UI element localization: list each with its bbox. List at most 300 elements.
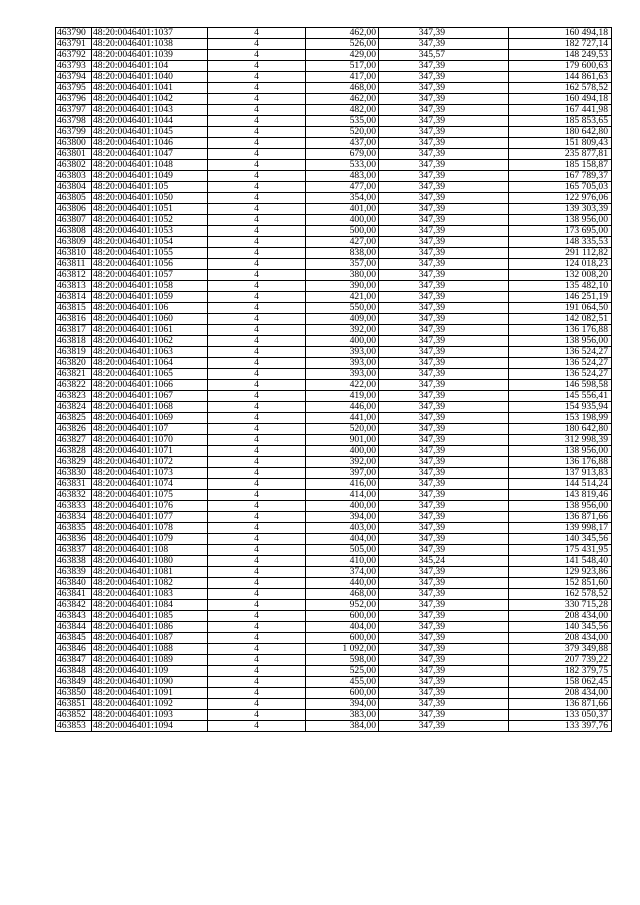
cadastral-value-cell: 180 642,80 [509,127,612,138]
row-number-cell: 463844 [56,622,92,633]
group-cell: 4 [208,556,306,567]
cadastral-number-cell: 48:20:0046401:108 [92,545,208,556]
area-cell: 384,00 [306,721,379,732]
area-cell: 535,00 [306,116,379,127]
row-number-cell: 463850 [56,688,92,699]
table-row [56,61,612,72]
cadastral-number-cell: 48:20:0046401:1063 [92,347,208,358]
row-number-cell: 463823 [56,391,92,402]
cadastral-number-cell: 48:20:0046401:1073 [92,468,208,479]
table-row [56,391,612,402]
specific-value-cell: 347,39 [379,369,509,380]
table-row [56,204,612,215]
cadastral-number-cell: 48:20:0046401:1072 [92,457,208,468]
area-cell: 421,00 [306,292,379,303]
cadastral-number-cell: 48:20:0046401:1074 [92,479,208,490]
area-cell: 533,00 [306,160,379,171]
specific-value-cell: 347,39 [379,215,509,226]
cadastral-number-cell: 48:20:0046401:1038 [92,39,208,50]
cadastral-value-cell: 173 695,00 [509,226,612,237]
table-row [56,336,612,347]
specific-value-cell: 347,39 [379,391,509,402]
area-cell: 505,00 [306,545,379,556]
group-cell: 4 [208,28,306,39]
cadastral-value-cell: 122 976,06 [509,193,612,204]
table-row [56,292,612,303]
specific-value-cell: 347,39 [379,303,509,314]
specific-value-cell: 347,39 [379,127,509,138]
specific-value-cell: 345,57 [379,50,509,61]
specific-value-cell: 347,39 [379,468,509,479]
specific-value-cell: 347,39 [379,644,509,655]
group-cell: 4 [208,204,306,215]
group-cell: 4 [208,457,306,468]
cadastral-value-cell: 148 335,53 [509,237,612,248]
row-number-cell: 463812 [56,270,92,281]
cadastral-value-cell: 151 809,43 [509,138,612,149]
area-cell: 392,00 [306,457,379,468]
group-cell: 4 [208,160,306,171]
specific-value-cell: 347,39 [379,600,509,611]
group-cell: 4 [208,138,306,149]
table-row [56,677,612,688]
cadastral-number-cell: 48:20:0046401:1075 [92,490,208,501]
cadastral-number-cell: 48:20:0046401:1062 [92,336,208,347]
cadastral-value-cell: 185 853,65 [509,116,612,127]
cadastral-number-cell: 48:20:0046401:1094 [92,721,208,732]
cadastral-number-cell: 48:20:0046401:1066 [92,380,208,391]
row-number-cell: 463819 [56,347,92,358]
area-cell: 429,00 [306,50,379,61]
group-cell: 4 [208,380,306,391]
cadastral-value-cell: 207 739,22 [509,655,612,666]
row-number-cell: 463832 [56,490,92,501]
specific-value-cell: 347,39 [379,83,509,94]
table-row [56,369,612,380]
table-row [56,303,612,314]
cadastral-value-cell: 138 956,00 [509,446,612,457]
area-cell: 520,00 [306,127,379,138]
group-cell: 4 [208,325,306,336]
row-number-cell: 463830 [56,468,92,479]
table-row [56,215,612,226]
group-cell: 4 [208,83,306,94]
group-cell: 4 [208,589,306,600]
row-number-cell: 463790 [56,28,92,39]
group-cell: 4 [208,226,306,237]
specific-value-cell: 347,39 [379,380,509,391]
cadastral-number-cell: 48:20:0046401:1059 [92,292,208,303]
cadastral-number-cell: 48:20:0046401:1042 [92,94,208,105]
group-cell: 4 [208,127,306,138]
area-cell: 468,00 [306,83,379,94]
group-cell: 4 [208,644,306,655]
specific-value-cell: 347,39 [379,589,509,600]
area-cell: 401,00 [306,204,379,215]
cadastral-number-cell: 48:20:0046401:1058 [92,281,208,292]
group-cell: 4 [208,94,306,105]
group-cell: 4 [208,336,306,347]
table-row [56,567,612,578]
group-cell: 4 [208,721,306,732]
table-row [56,50,612,61]
cadastral-number-cell: 48:20:0046401:1046 [92,138,208,149]
cadastral-value-cell: 152 851,60 [509,578,612,589]
cadastral-number-cell: 48:20:0046401:1085 [92,611,208,622]
cadastral-number-cell: 48:20:0046401:1093 [92,710,208,721]
table-row [56,457,612,468]
area-cell: 410,00 [306,556,379,567]
group-cell: 4 [208,149,306,160]
document-page [55,27,611,732]
area-cell: 400,00 [306,336,379,347]
cadastral-number-cell: 48:20:0046401:1090 [92,677,208,688]
specific-value-cell: 347,39 [379,292,509,303]
row-number-cell: 463809 [56,237,92,248]
table-row [56,688,612,699]
table-row [56,501,612,512]
cadastral-value-cell: 162 578,52 [509,589,612,600]
cadastral-value-cell: 144 861,63 [509,72,612,83]
row-number-cell: 463805 [56,193,92,204]
cadastral-value-table [55,27,612,732]
cadastral-value-cell: 124 018,23 [509,259,612,270]
specific-value-cell: 345,24 [379,556,509,567]
specific-value-cell: 347,39 [379,358,509,369]
area-cell: 1 092,00 [306,644,379,655]
cadastral-number-cell: 48:20:0046401:1084 [92,600,208,611]
cadastral-number-cell: 48:20:0046401:104 [92,61,208,72]
table-row [56,666,612,677]
cadastral-number-cell: 48:20:0046401:1060 [92,314,208,325]
cadastral-value-cell: 182 379,75 [509,666,612,677]
specific-value-cell: 347,39 [379,512,509,523]
area-cell: 357,00 [306,259,379,270]
cadastral-value-cell: 142 082,51 [509,314,612,325]
row-number-cell: 463842 [56,600,92,611]
cadastral-value-cell: 379 349,88 [509,644,612,655]
table-row [56,721,612,732]
row-number-cell: 463816 [56,314,92,325]
specific-value-cell: 347,39 [379,534,509,545]
row-number-cell: 463798 [56,116,92,127]
group-cell: 4 [208,545,306,556]
cadastral-value-cell: 144 514,24 [509,479,612,490]
table-row [56,556,612,567]
cadastral-number-cell: 48:20:0046401:1057 [92,270,208,281]
row-number-cell: 463807 [56,215,92,226]
cadastral-number-cell: 48:20:0046401:1056 [92,259,208,270]
row-number-cell: 463813 [56,281,92,292]
area-cell: 380,00 [306,270,379,281]
row-number-cell: 463811 [56,259,92,270]
table-row [56,182,612,193]
table-row [56,237,612,248]
table-row [56,479,612,490]
specific-value-cell: 347,39 [379,424,509,435]
specific-value-cell: 347,39 [379,699,509,710]
cadastral-number-cell: 48:20:0046401:1087 [92,633,208,644]
group-cell: 4 [208,435,306,446]
specific-value-cell: 347,39 [379,710,509,721]
group-cell: 4 [208,622,306,633]
specific-value-cell: 347,39 [379,281,509,292]
group-cell: 4 [208,193,306,204]
row-number-cell: 463794 [56,72,92,83]
table-row [56,633,612,644]
group-cell: 4 [208,655,306,666]
row-number-cell: 463838 [56,556,92,567]
group-cell: 4 [208,303,306,314]
specific-value-cell: 347,39 [379,479,509,490]
row-number-cell: 463845 [56,633,92,644]
row-number-cell: 463808 [56,226,92,237]
cadastral-value-cell: 145 556,41 [509,391,612,402]
area-cell: 446,00 [306,402,379,413]
specific-value-cell: 347,39 [379,545,509,556]
specific-value-cell: 347,39 [379,193,509,204]
table-row [56,446,612,457]
group-cell: 4 [208,600,306,611]
table-row [56,622,612,633]
table-row [56,105,612,116]
cadastral-value-cell: 179 600,63 [509,61,612,72]
area-cell: 390,00 [306,281,379,292]
table-row [56,39,612,50]
cadastral-value-cell: 136 176,88 [509,325,612,336]
area-cell: 393,00 [306,369,379,380]
row-number-cell: 463797 [56,105,92,116]
group-cell: 4 [208,633,306,644]
specific-value-cell: 347,39 [379,402,509,413]
specific-value-cell: 347,39 [379,61,509,72]
cadastral-value-cell: 146 251,19 [509,292,612,303]
cadastral-number-cell: 48:20:0046401:107 [92,424,208,435]
group-cell: 4 [208,237,306,248]
cadastral-number-cell: 48:20:0046401:1043 [92,105,208,116]
cadastral-value-cell: 139 998,17 [509,523,612,534]
cadastral-number-cell: 48:20:0046401:1055 [92,248,208,259]
table-row [56,138,612,149]
specific-value-cell: 347,39 [379,446,509,457]
specific-value-cell: 347,39 [379,523,509,534]
specific-value-cell: 347,39 [379,490,509,501]
cadastral-number-cell: 48:20:0046401:1061 [92,325,208,336]
cadastral-number-cell: 48:20:0046401:1069 [92,413,208,424]
cadastral-number-cell: 48:20:0046401:1070 [92,435,208,446]
table-row [56,710,612,721]
specific-value-cell: 347,39 [379,237,509,248]
table-row [56,699,612,710]
cadastral-value-cell: 146 598,58 [509,380,612,391]
cadastral-value-cell: 138 956,00 [509,215,612,226]
group-cell: 4 [208,567,306,578]
cadastral-value-cell: 136 524,27 [509,369,612,380]
cadastral-value-cell: 160 494,18 [509,28,612,39]
group-cell: 4 [208,50,306,61]
specific-value-cell: 347,39 [379,413,509,424]
cadastral-value-cell: 148 249,53 [509,50,612,61]
cadastral-value-cell: 136 871,66 [509,699,612,710]
cadastral-value-cell: 185 158,87 [509,160,612,171]
row-number-cell: 463802 [56,160,92,171]
table-row [56,402,612,413]
area-cell: 397,00 [306,468,379,479]
row-number-cell: 463801 [56,149,92,160]
table-row [56,94,612,105]
table-row [56,270,612,281]
row-number-cell: 463839 [56,567,92,578]
area-cell: 483,00 [306,171,379,182]
row-number-cell: 463836 [56,534,92,545]
row-number-cell: 463829 [56,457,92,468]
group-cell: 4 [208,347,306,358]
cadastral-number-cell: 48:20:0046401:1081 [92,567,208,578]
area-cell: 403,00 [306,523,379,534]
table-row [56,380,612,391]
specific-value-cell: 347,39 [379,94,509,105]
row-number-cell: 463853 [56,721,92,732]
specific-value-cell: 347,39 [379,204,509,215]
row-number-cell: 463852 [56,710,92,721]
group-cell: 4 [208,424,306,435]
area-cell: 440,00 [306,578,379,589]
cadastral-value-cell: 165 705,03 [509,182,612,193]
table-row [56,644,612,655]
group-cell: 4 [208,116,306,127]
specific-value-cell: 347,39 [379,149,509,160]
cadastral-number-cell: 48:20:0046401:1077 [92,512,208,523]
table-row [56,116,612,127]
group-cell: 4 [208,501,306,512]
specific-value-cell: 347,39 [379,578,509,589]
group-cell: 4 [208,61,306,72]
row-number-cell: 463815 [56,303,92,314]
table-row [56,193,612,204]
group-cell: 4 [208,699,306,710]
table-row [56,358,612,369]
group-cell: 4 [208,391,306,402]
cadastral-value-cell: 154 935,94 [509,402,612,413]
cadastral-number-cell: 48:20:0046401:1082 [92,578,208,589]
specific-value-cell: 347,39 [379,270,509,281]
table-row [56,435,612,446]
cadastral-number-cell: 48:20:0046401:1089 [92,655,208,666]
cadastral-number-cell: 48:20:0046401:1053 [92,226,208,237]
group-cell: 4 [208,72,306,83]
area-cell: 517,00 [306,61,379,72]
table-row [56,578,612,589]
table-row [56,226,612,237]
cadastral-value-cell: 141 548,40 [509,556,612,567]
specific-value-cell: 347,39 [379,611,509,622]
row-number-cell: 463826 [56,424,92,435]
cadastral-number-cell: 48:20:0046401:1064 [92,358,208,369]
specific-value-cell: 347,39 [379,314,509,325]
area-cell: 477,00 [306,182,379,193]
cadastral-value-cell: 137 913,83 [509,468,612,479]
specific-value-cell: 347,39 [379,259,509,270]
row-number-cell: 463806 [56,204,92,215]
cadastral-number-cell: 48:20:0046401:1067 [92,391,208,402]
cadastral-value-cell: 135 482,10 [509,281,612,292]
table-row [56,127,612,138]
group-cell: 4 [208,688,306,699]
row-number-cell: 463814 [56,292,92,303]
table-row [56,600,612,611]
area-cell: 394,00 [306,512,379,523]
table-row [56,589,612,600]
table-row [56,468,612,479]
group-cell: 4 [208,314,306,325]
row-number-cell: 463820 [56,358,92,369]
specific-value-cell: 347,39 [379,138,509,149]
cadastral-value-cell: 139 303,39 [509,204,612,215]
area-cell: 482,00 [306,105,379,116]
cadastral-value-cell: 153 198,99 [509,413,612,424]
cadastral-value-cell: 191 064,50 [509,303,612,314]
area-cell: 394,00 [306,699,379,710]
table-row [56,149,612,160]
area-cell: 600,00 [306,633,379,644]
area-cell: 500,00 [306,226,379,237]
cadastral-number-cell: 48:20:0046401:1048 [92,160,208,171]
specific-value-cell: 347,39 [379,655,509,666]
cadastral-number-cell: 48:20:0046401:1047 [92,149,208,160]
group-cell: 4 [208,248,306,259]
row-number-cell: 463841 [56,589,92,600]
area-cell: 462,00 [306,94,379,105]
group-cell: 4 [208,358,306,369]
cadastral-value-cell: 208 434,00 [509,688,612,699]
specific-value-cell: 347,39 [379,182,509,193]
cadastral-value-cell: 180 642,80 [509,424,612,435]
group-cell: 4 [208,105,306,116]
table-row [56,171,612,182]
cadastral-value-cell: 133 397,76 [509,721,612,732]
specific-value-cell: 347,39 [379,39,509,50]
cadastral-number-cell: 48:20:0046401:1051 [92,204,208,215]
cadastral-value-cell: 129 923,86 [509,567,612,578]
specific-value-cell: 347,39 [379,72,509,83]
group-cell: 4 [208,611,306,622]
table-row [56,259,612,270]
row-number-cell: 463821 [56,369,92,380]
row-number-cell: 463849 [56,677,92,688]
group-cell: 4 [208,578,306,589]
area-cell: 679,00 [306,149,379,160]
row-number-cell: 463791 [56,39,92,50]
cadastral-value-cell: 133 050,37 [509,710,612,721]
specific-value-cell: 347,39 [379,435,509,446]
area-cell: 901,00 [306,435,379,446]
row-number-cell: 463847 [56,655,92,666]
cadastral-number-cell: 48:20:0046401:1049 [92,171,208,182]
area-cell: 455,00 [306,677,379,688]
area-cell: 404,00 [306,534,379,545]
table-row [56,248,612,259]
cadastral-number-cell: 48:20:0046401:1054 [92,237,208,248]
cadastral-number-cell: 48:20:0046401:1065 [92,369,208,380]
area-cell: 952,00 [306,600,379,611]
specific-value-cell: 347,39 [379,677,509,688]
group-cell: 4 [208,369,306,380]
cadastral-number-cell: 48:20:0046401:105 [92,182,208,193]
group-cell: 4 [208,534,306,545]
specific-value-cell: 347,39 [379,633,509,644]
area-cell: 416,00 [306,479,379,490]
specific-value-cell: 347,39 [379,160,509,171]
